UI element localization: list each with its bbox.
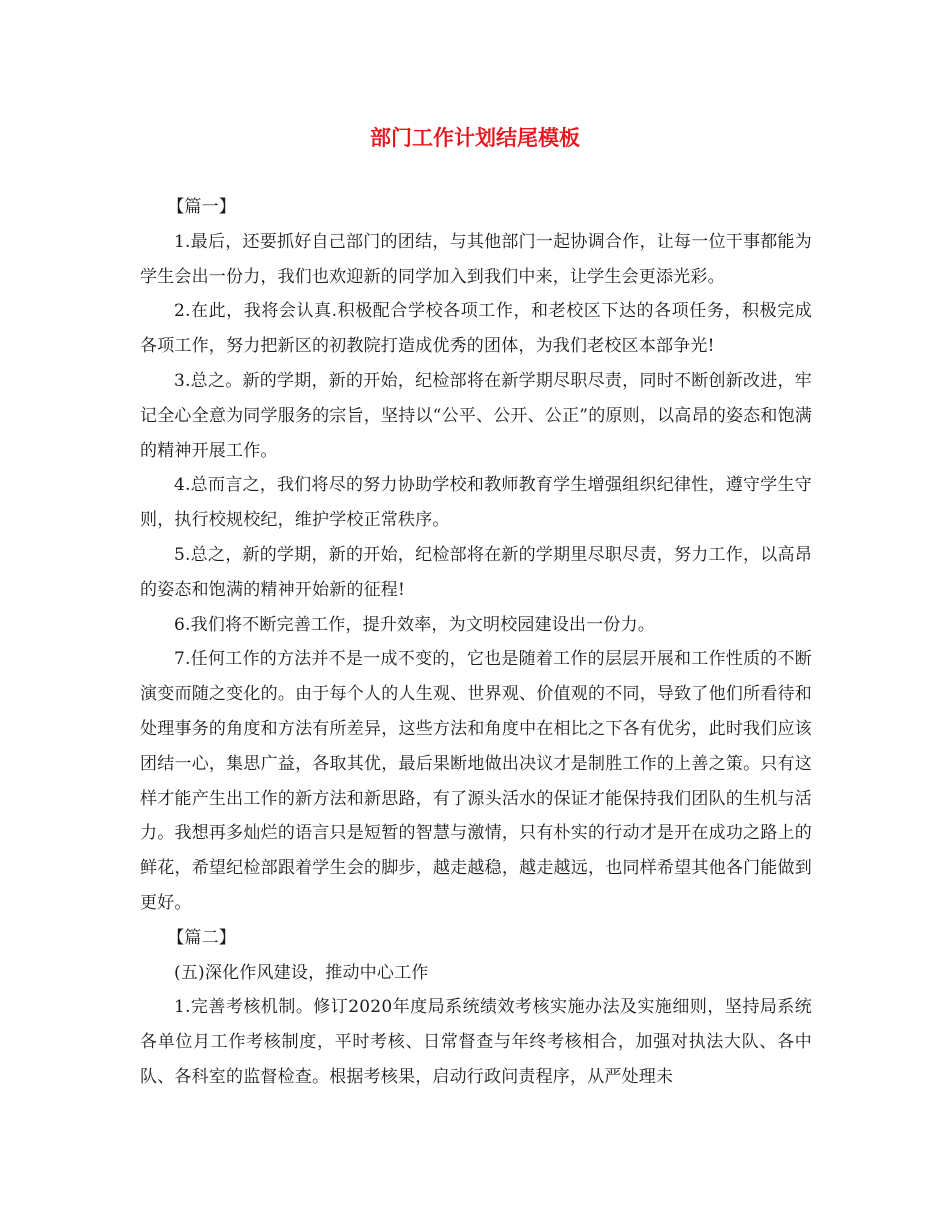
paragraph-5: 5.总之，新的学期，新的开始，纪检部将在新的学期里尽职尽责，努力工作，以高昂的姿态和饱满的精神开始新的征程! [140,544,812,600]
paragraph-2: 2.在此，我将会认真.积极配合学校各项工作，和老校区下达的各项任务，积极完成各项工作，努力把新区的初教院打造成优秀的团体，为我们老校区本部争光! [140,301,812,357]
paragraph-3: 3.总之。新的学期，新的开始，纪检部将在新学期尽职尽责，同时不断创新改进，牢记全心全意为同学服务的宗旨，坚持以“公平、公开、公正”的原则，以高昂的姿态和饱满的精神开展工作。 [140,370,812,461]
paragraph-6: 6.我们将不断完善工作，提升效率，为文明校园建设出一份力。 [174,614,656,635]
document-title: 部门工作计划结尾模板 [370,126,580,150]
paragraph-1: 1.最后，还要抓好自己部门的团结，与其他部门一起协调合作，让每一位干事都能为学生会出一份力，我们也欢迎新的同学加入到我们中来，让学生会更添光彩。 [140,231,812,287]
paragraph-4: 4.总而言之，我们将尽的努力协助学校和教师教育学生增强组织纪律性，遵守学生守则，执行校规校纪，维护学校正常秩序。 [140,475,812,531]
section-heading-1: 【篇一】 [167,197,236,217]
section-heading-2: 【篇二】 [167,927,236,948]
subsection-heading: (五)深化作风建设，推动中心工作 [174,962,429,983]
document-body [140,190,812,1095]
paragraph-7: 7.任何工作的方法并不是一成不变的，它也是随着工作的层层开展和工作性质的不断演变而随之变化的。由于每个人的人生观、世界观、价值观的不同，导致了他们所看待和处理事务的角度和方法有所差异，这些方法和角度中在相比之下各有优劣，此时我们应该团结一心，集思广益，各取其优，最后果断地做出决议才是制胜工作的上善之策。只有这样才能产生出工作的新方法和新思路，有了源头活水的保证才能保持我们团队的生机与活力。我想再多灿烂的语言只是短暂的智慧与激情，只有朴实的行动才是开在成功之路上的鲜花，希望纪检部跟着学生会的脚步，越走越稳，越走越远，也同样希望其他各门能做到更好。 [140,649,812,913]
paragraph-8: 1.完善考核机制。修订2020年度局系统绩效考核实施办法及实施细则，坚持局系统各单位月工作考核制度，平时考核、日常督查与年终考核相合，加强对执法大队、各中队、各科室的监督检查。根据考核果，启动行政问责程序，从严处理未 [140,997,812,1087]
